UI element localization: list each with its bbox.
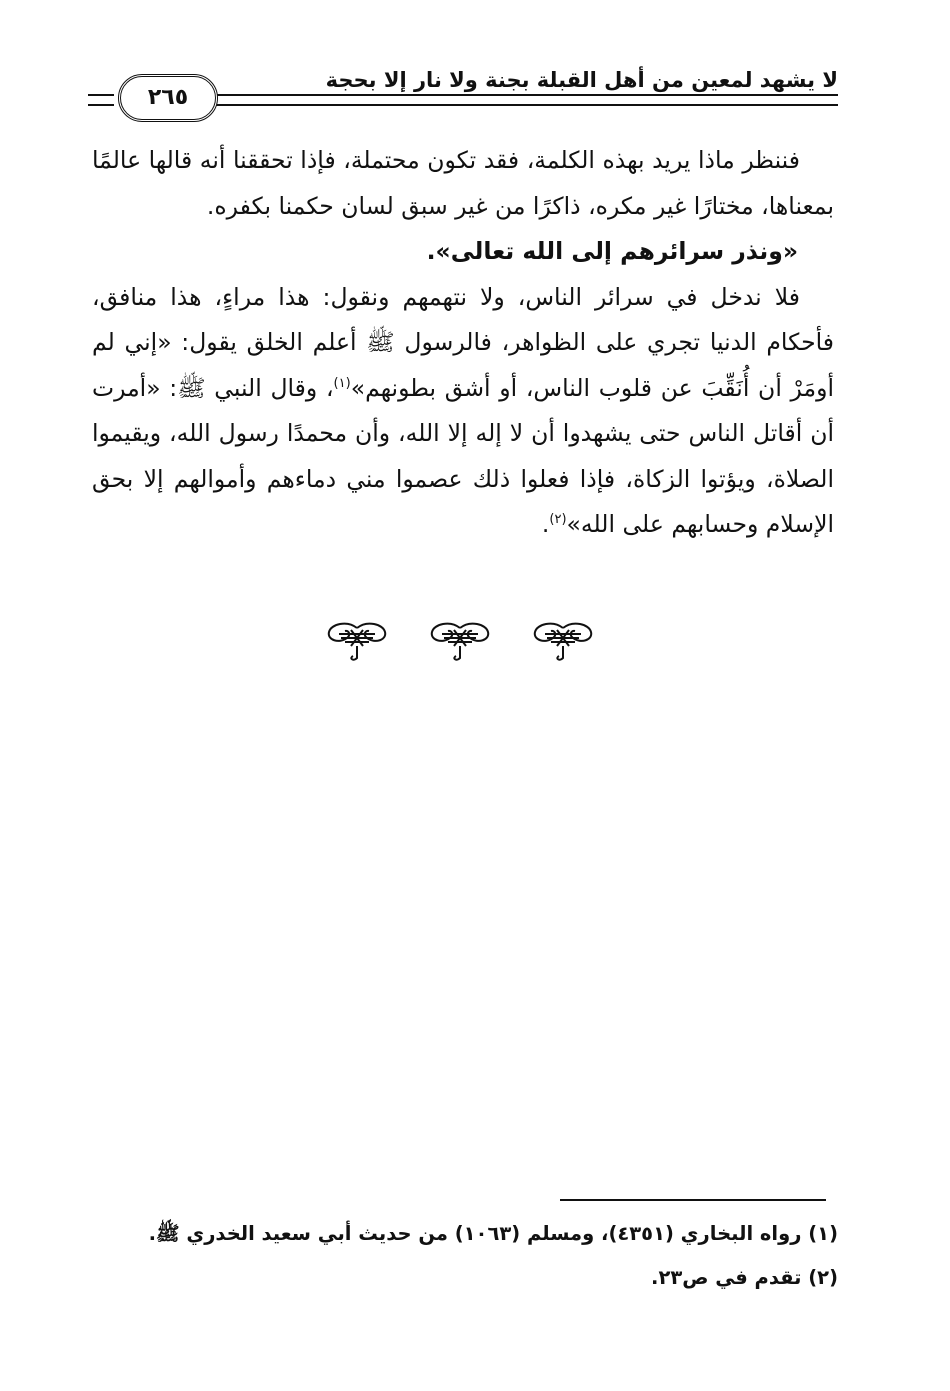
page-header bbox=[88, 62, 838, 122]
section-divider bbox=[325, 620, 595, 664]
quoted-text: «ونذر سرائرهم إلى الله تعالى». bbox=[426, 237, 798, 265]
ornament-icon bbox=[325, 620, 389, 664]
paragraph-end: . bbox=[541, 510, 550, 538]
paragraph: فننظر ماذا يريد بهذه الكلمة، فقد تكون محتملة، فإذا تحققنا أنه قالها عالمًا بمعناها، مختارًا غير مكره، ذاكرًا من غير سبق لسان حكمنا بكفره. bbox=[92, 146, 834, 220]
footnote: (١) رواه البخاري (٤٣٥١)، ومسلم (١٠٦٣) من حديث أبي سعيد الخدري ﷺ. bbox=[148, 1222, 838, 1245]
header-rule-short bbox=[88, 94, 114, 106]
header-rule bbox=[216, 94, 838, 106]
footnote-reference[interactable]: (١) bbox=[333, 375, 351, 391]
paragraph bbox=[92, 275, 834, 548]
footnote-reference[interactable]: (٢) bbox=[549, 512, 567, 528]
footnotes bbox=[118, 1212, 838, 1300]
paragraph-text: فلا ندخل في سرائر الناس، ولا نتهمهم ونقول: هذا مراءٍ، هذا منافق، فأحكام الدنيا تجري على الظواهر، فالرسول ﷺ أعلم الخلق يقول: «إني لم أومَرْ أن أُنَقِّبَ عن قلوب الناس، أو أشق بطونهم» bbox=[92, 282, 834, 402]
ornament-icon bbox=[531, 620, 595, 664]
running-title: لا يشهد لمعين من أهل القبلة بجنة ولا نار إلا بحجة bbox=[325, 68, 838, 92]
page-number: ٢٦٥ bbox=[118, 74, 218, 122]
ornament-icon bbox=[428, 620, 492, 664]
paragraph-text: ، وقال النبي ﷺ: «أمرت أن أقاتل الناس حتى يشهدوا أن لا إله إلا الله، وأن محمدًا رسول الله، ويقيموا الصلاة، ويؤتوا الزكاة، فإذا فعلوا ذلك عصموا مني دماءهم وأموالهم إلا بحق الإسلام وحسابهم على الله» bbox=[92, 373, 834, 538]
main-text bbox=[92, 138, 834, 548]
footnote-separator bbox=[560, 1199, 826, 1201]
footnote: (٢) تقدم في ص٢٣. bbox=[651, 1266, 838, 1289]
